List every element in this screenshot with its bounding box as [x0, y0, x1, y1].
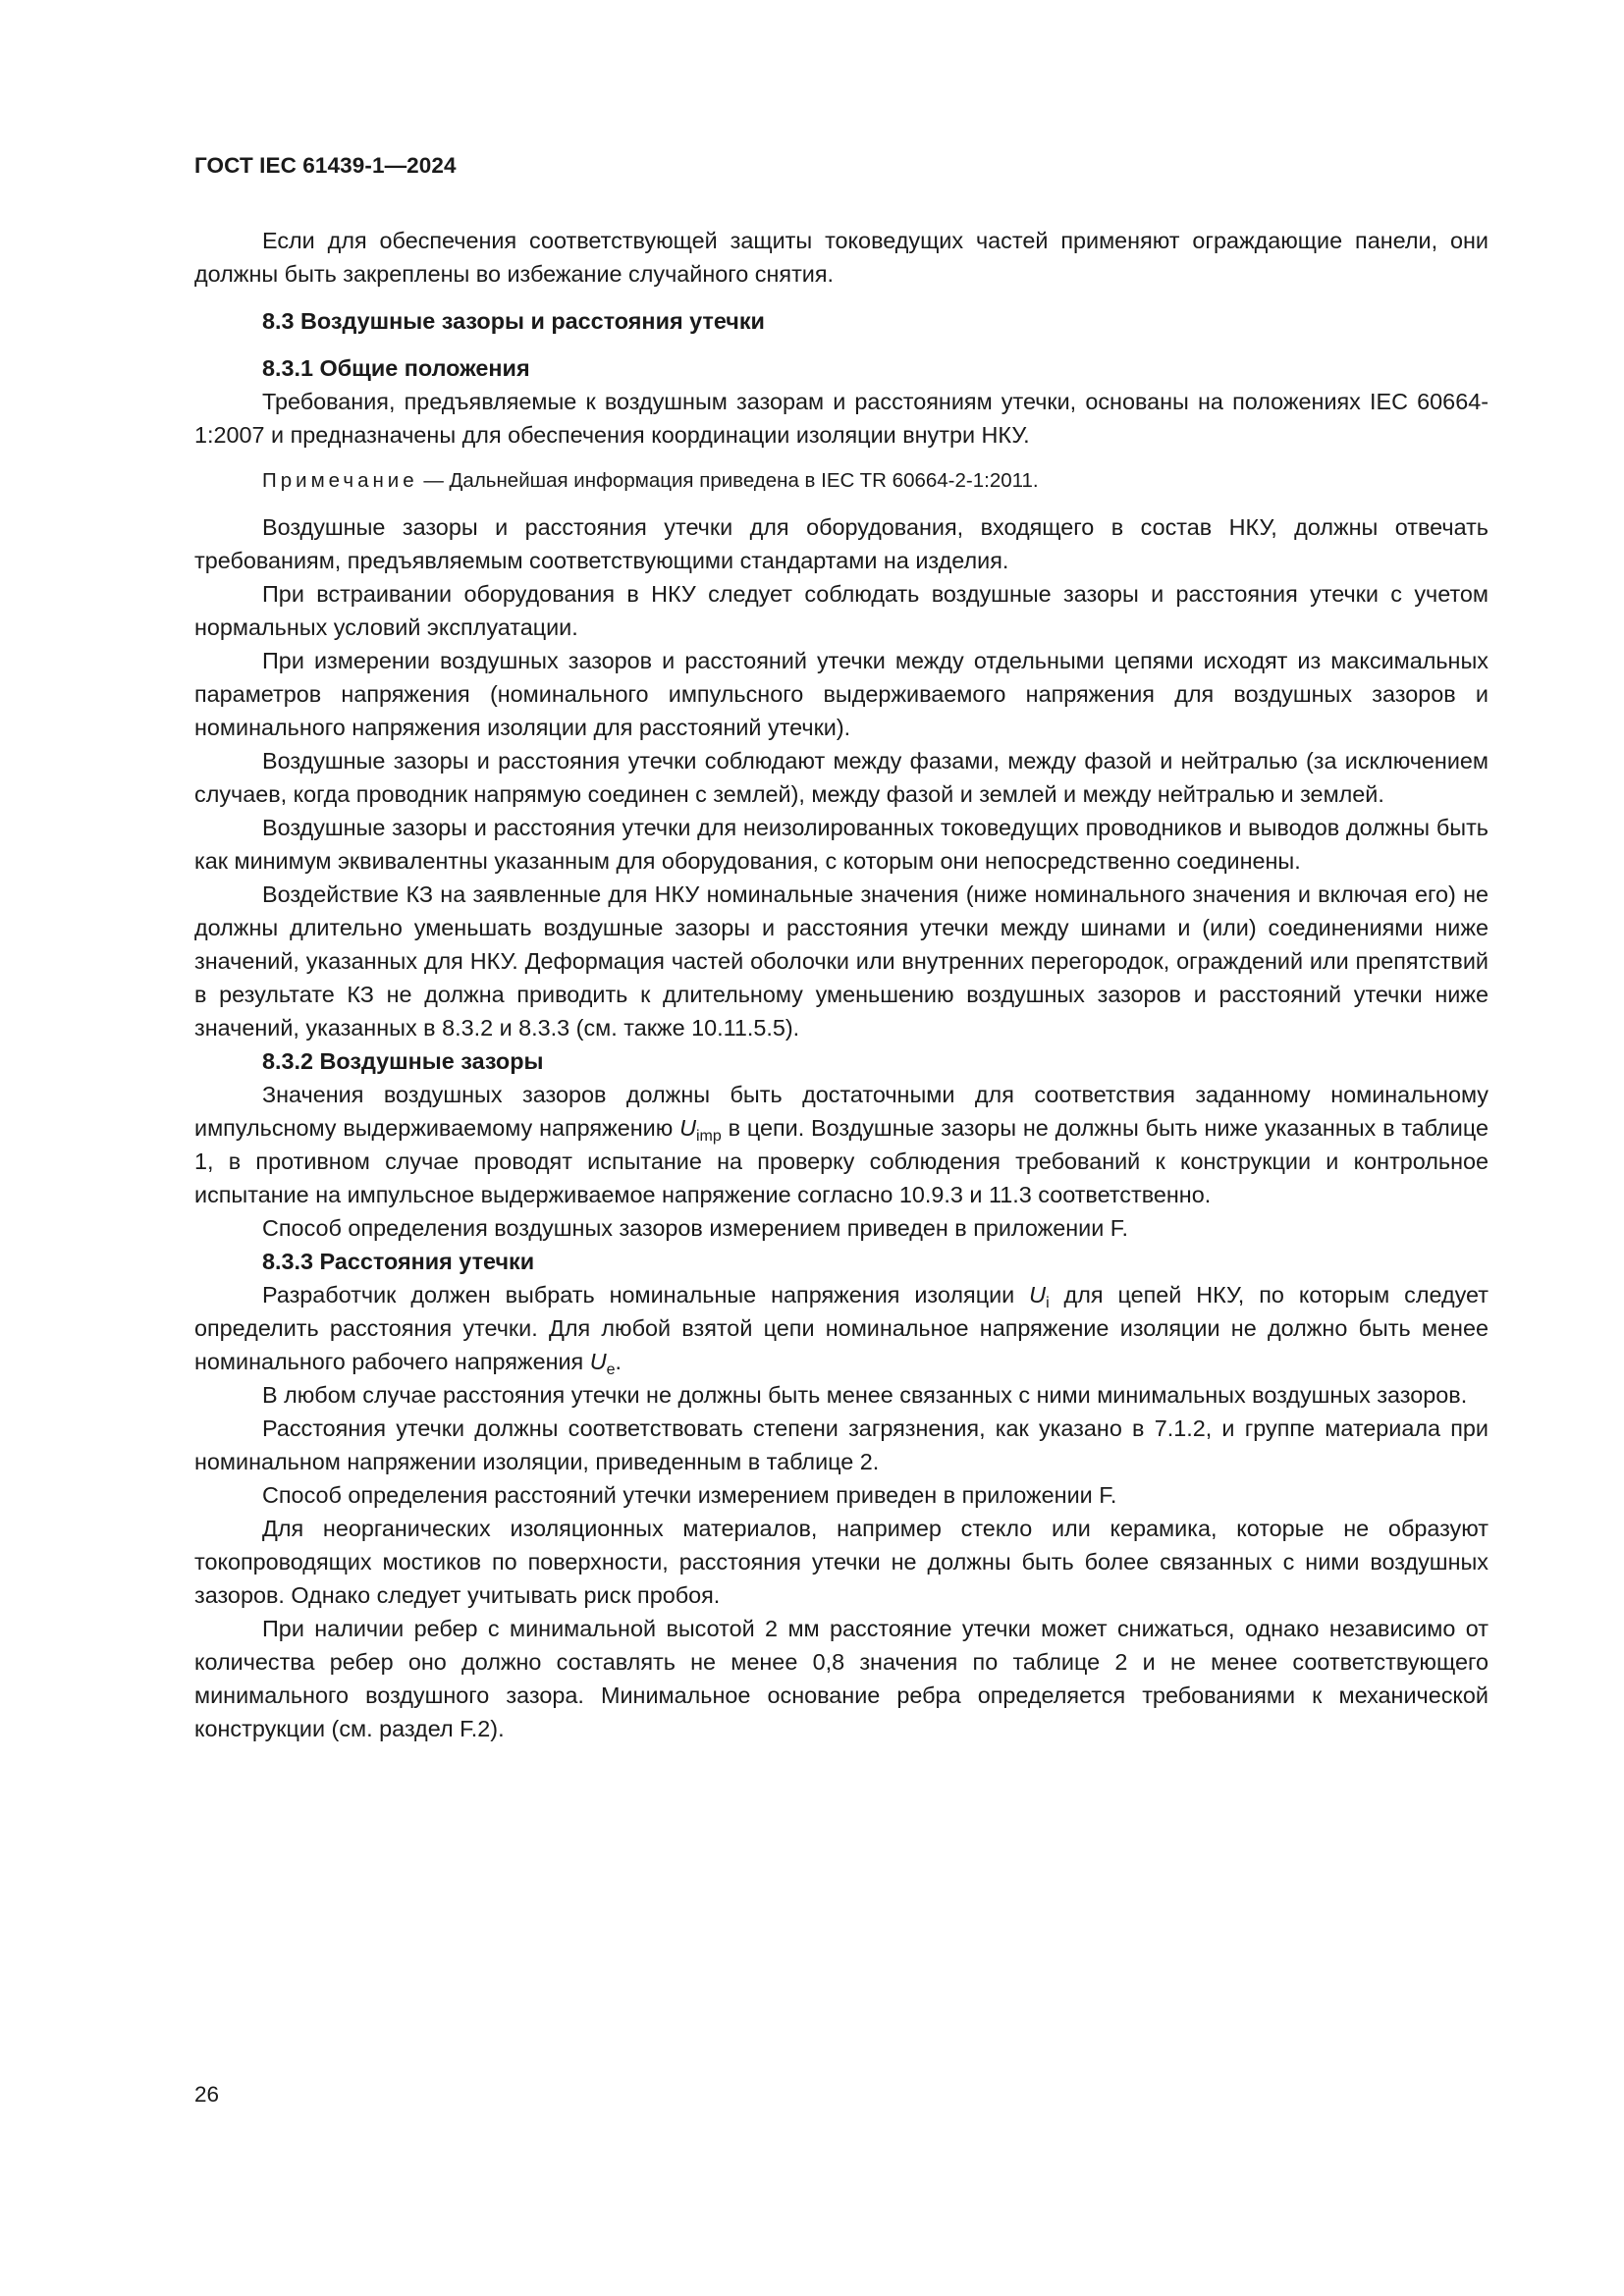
section-8-3-1-p4: При измерении воздушных зазоров и расстояний утечки между отдельными цепями исходят из максимальных параметров напряжения (номинального импульсного выдерживаемого напряжения для воздушных зазоров и номинального напряжения изоляции для расстояний утечки).	[194, 648, 1489, 740]
section-8-3-1-p7: Воздействие КЗ на заявленные для НКУ номинальные значения (ниже номинального значения и включая его) не должны длительно уменьшать воздушные зазоры и расстояния утечки между шинами и (или) соединениями ниже значений, указанных для НКУ. Деформация частей оболочки или внутренних перегородок, ограждений или препятствий в результате КЗ не должна приводить к длительному уменьшению воздушных зазоров и расстояний утечки ниже значений, указанных в 8.3.2 и 8.3.3 (см. также 10.11.5.5).	[194, 881, 1489, 1041]
section-8-3-3-p4: Способ определения расстояний утечки измерением приведен в приложении F.	[262, 1482, 1117, 1508]
ui-subscript: i	[1046, 1295, 1050, 1311]
uimp-subscript: imp	[695, 1128, 722, 1145]
section-8-3-3-p3: Расстояния утечки должны соответствовать степени загрязнения, как указано в 7.1.2, и группе материала при номинальном напряжении изоляции, приведенным в таблице 2.	[194, 1415, 1489, 1474]
ue-symbol: U	[589, 1349, 607, 1374]
section-8-3-3-heading: 8.3.3 Расстояния утечки	[262, 1249, 535, 1274]
section-8-3-2-p1-b: в цепи. Воздушные зазоры не должны быть ниже указанных в таблице 1, в противном случае проводят испытание на проверку соблюдения требований к конструкции и контрольное испытание на импульсное выдерживаемое напряжение согласно 10.9.3 и 11.3 соответственно.	[194, 1115, 1489, 1207]
note	[194, 464, 1489, 498]
section-8-3-1-p5: Воздушные зазоры и расстояния утечки соблюдают между фазами, между фазой и нейтралью (за исключением случаев, когда проводник напрямую соединен с землей), между фазой и землей и между нейтралью и землей.	[194, 748, 1489, 807]
section-8-3-3-p1	[194, 1278, 1489, 1378]
section-8-3-2-p1-a: Значения воздушных зазоров должны быть достаточными для соответствия заданному номинальному импульсному выдерживаемому напряжению	[194, 1082, 1489, 1141]
section-8-3-3-p2: В любом случае расстояния утечки не должны быть менее связанных с ними минимальных воздушных зазоров.	[262, 1382, 1468, 1408]
section-8-3-2-heading: 8.3.2 Воздушные зазоры	[262, 1048, 544, 1074]
section-8-3-heading: 8.3 Воздушные зазоры и расстояния утечки	[262, 308, 765, 334]
section-8-3-1-p1: Требования, предъявляемые к воздушным зазорам и расстояниям утечки, основаны на положениях IEC 60664-1:2007 и предназначены для обеспечения координации изоляции внутри НКУ.	[194, 389, 1489, 448]
section-8-3-3-p1-c: .	[615, 1349, 623, 1374]
section-8-3-3-p5: Для неорганических изоляционных материалов, например стекло или керамика, которые не образуют токопроводящих мостиков по поверхности, расстояния утечки не должны быть более связанных с ними воздушных зазоров. Однако следует учитывать риск пробоя.	[194, 1516, 1489, 1608]
section-8-3-1-p6: Воздушные зазоры и расстояния утечки для неизолированных токоведущих проводников и выводов должны быть как минимум эквивалентны указанным для оборудования, с которым они непосредственно соединены.	[194, 815, 1489, 874]
section-8-3-3-p1-b: для цепей НКУ, по которым следует определить расстояния утечки. Для любой взятой цепи номинальное напряжение изоляции не должно быть менее номинального рабочего напряжения	[194, 1282, 1489, 1374]
ue-subscript: e	[606, 1362, 616, 1378]
section-8-3-3-p6: При наличии ребер с минимальной высотой 2 мм расстояние утечки может снижаться, однако независимо от количества ребер оно должно составлять не менее 0,8 значения по таблице 2 и не менее соответствующего минимального воздушного зазора. Минимальное основание ребра определяется требованиями к механической конструкции (см. раздел F.2).	[194, 1616, 1489, 1741]
section-8-3-1-p3: При встраивании оборудования в НКУ следует соблюдать воздушные зазоры и расстояния утечки с учетом нормальных условий эксплуатации.	[194, 581, 1489, 640]
intro-paragraph: Если для обеспечения соответствующей защиты токоведущих частей применяют ограждающие панели, они должны быть закреплены во избежание случайного снятия.	[194, 228, 1489, 287]
section-8-3-2-p2: Способ определения воздушных зазоров измерением приведен в приложении F.	[262, 1215, 1128, 1241]
note-text: — Дальнейшая информация приведена в IEC TR 60664-2-1:2011.	[417, 469, 1039, 492]
section-8-3-2-p1	[194, 1078, 1489, 1211]
section-8-3-3-p1-a: Разработчик должен выбрать номинальные напряжения изоляции	[262, 1282, 1030, 1308]
uimp-symbol: U	[679, 1115, 696, 1141]
section-8-3-1-p2: Воздушные зазоры и расстояния утечки для оборудования, входящего в состав НКУ, должны отвечать требованиям, предъявляемым соответствующими стандартами на изделия.	[194, 514, 1489, 573]
document-header: ГОСТ IEC 61439-1—2024	[194, 153, 457, 178]
note-label: Примечание	[262, 469, 418, 492]
ui-symbol: U	[1029, 1282, 1047, 1308]
page-number: 26	[194, 2082, 220, 2107]
page-body	[194, 224, 1489, 1745]
section-8-3-1-heading: 8.3.1 Общие положения	[262, 355, 530, 381]
